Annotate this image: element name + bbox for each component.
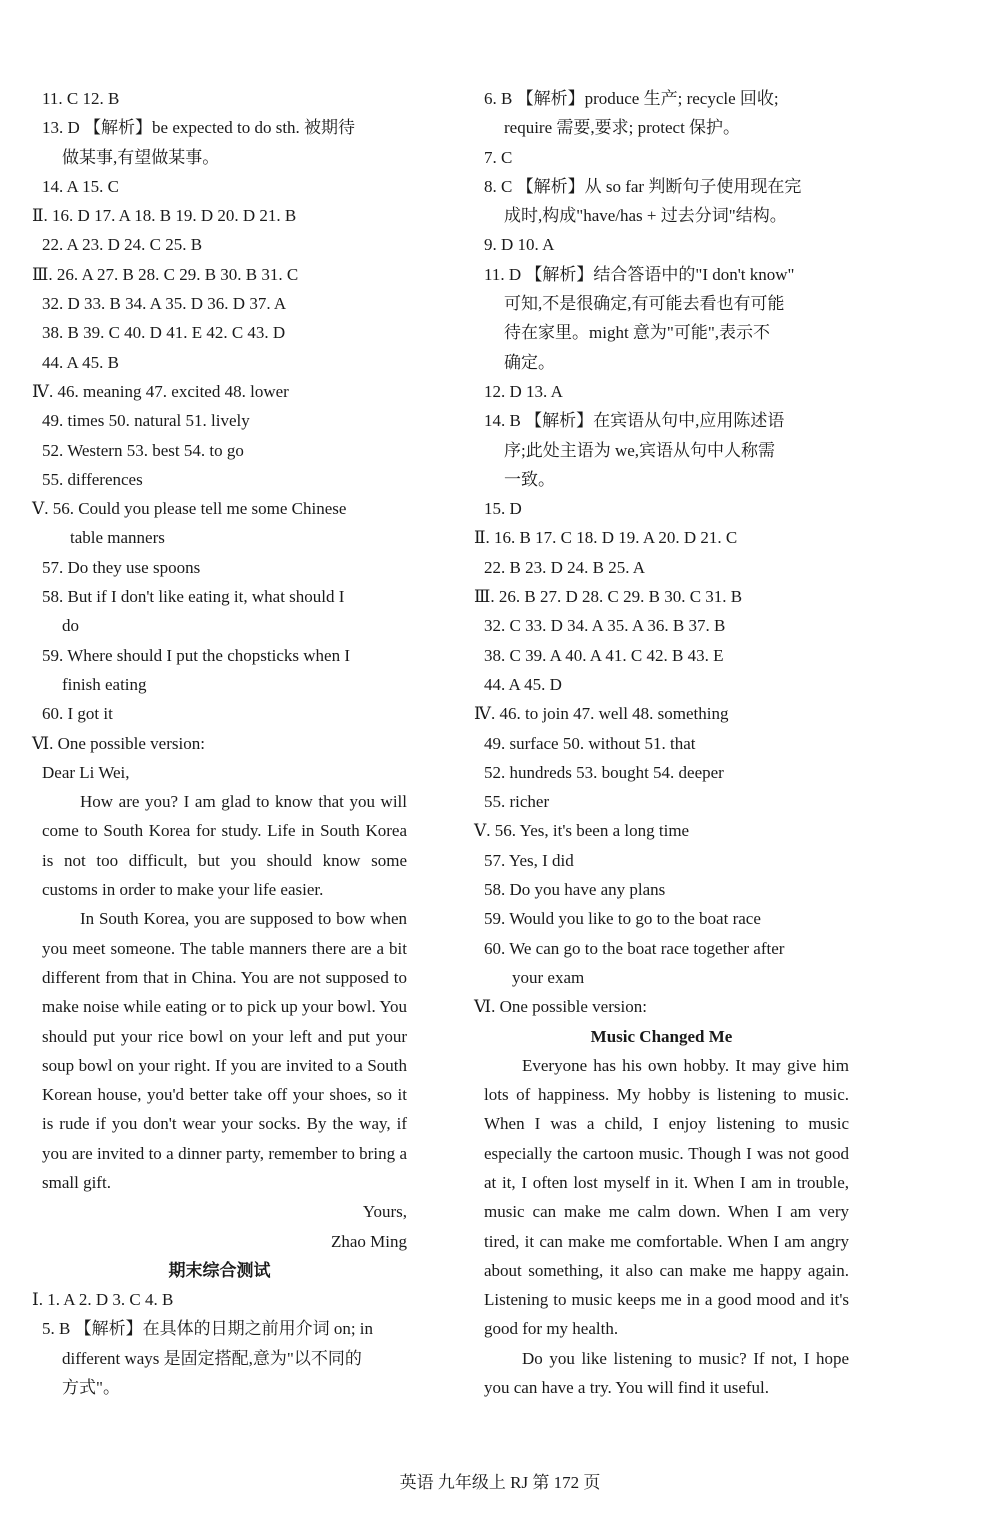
essay-paragraph: Do you like listening to music? If not, I hope you can have a try. You will find it useful.: [484, 1348, 849, 1398]
page-footer: 英语 九年级上 RJ 第 172 页: [399, 1473, 601, 1492]
answer-line: 49. surface 50. without 51. that: [484, 733, 696, 753]
answer-line: 44. A 45. D: [484, 674, 562, 694]
answer-line: 38. B 39. C 40. D 41. E 42. C 43. D: [42, 323, 286, 343]
right-column: [474, 84, 849, 1402]
answer-line: 6. B 【解析】produce 生产; recycle 回收;: [484, 89, 779, 108]
answer-line: 57. Yes, I did: [484, 850, 574, 870]
answer-line: 32. C 33. D 34. A 35. A 36. B 37. B: [484, 616, 726, 636]
answer-line: 59. Would you like to go to the boat race: [484, 909, 761, 929]
answer-line: 8. C 【解析】从 so far 判断句子使用现在完: [484, 176, 802, 196]
section-line: Ⅱ. 16. B 17. C 18. D 19. A 20. D 21. C: [474, 528, 738, 548]
answer-line: 55. differences: [42, 469, 143, 489]
left-column: [32, 84, 407, 1402]
section-line: Ⅱ. 16. D 17. A 18. B 19. D 20. D 21. B: [32, 206, 297, 226]
answer-line: 14. B 【解析】在宾语从句中,应用陈述语: [484, 411, 785, 431]
answer-line: 58. Do you have any plans: [484, 880, 666, 900]
answer-line: 22. B 23. D 24. B 25. A: [484, 557, 646, 577]
answer-line: 做某事,有望做某事。: [62, 147, 220, 167]
section-line: Ⅴ. 56. Could you please tell me some Chinese: [32, 499, 347, 519]
answer-line: 58. But if I don't like eating it, what should I: [42, 587, 345, 607]
section-line: Ⅳ. 46. meaning 47. excited 48. lower: [32, 381, 289, 401]
answer-line: 一致。: [504, 469, 555, 489]
essay-title: Music Changed Me: [590, 1026, 733, 1046]
answer-line: 待在家里。might 意为"可能",表示不: [504, 323, 771, 343]
answer-line: 49. times 50. natural 51. lively: [42, 411, 250, 431]
answer-line: 14. A 15. C: [42, 176, 119, 196]
letter-greeting: Dear Li Wei,: [42, 762, 130, 782]
answer-line: 12. D 13. A: [484, 381, 563, 401]
section-line: Ⅵ. One possible version:: [32, 733, 205, 753]
answer-line: do: [62, 616, 79, 636]
section-line: Ⅵ. One possible version:: [474, 997, 647, 1017]
answer-line: 60. We can go to the boat race together after: [484, 938, 785, 958]
letter-paragraph: How are you? I am glad to know that you will come to South Korea for study. Life in South Korea is not too difficult, but you should know some customs in order to make your life easier.: [42, 792, 407, 900]
answer-line: 57. Do they use spoons: [42, 557, 201, 577]
answer-line: 38. C 39. A 40. A 41. C 42. B 43. E: [484, 645, 724, 665]
section-line: Ⅴ. 56. Yes, it's been a long time: [474, 821, 690, 841]
answer-line: your exam: [512, 967, 585, 987]
letter-paragraph: In South Korea, you are supposed to bow when you meet someone. The table manners there are a bit different from that in China. You are not supposed to make noise while eating or to pick up your bowl. You should put your rice bowl on your left and put your soup bowl on your right. If you are invited to a South Korean house, you'd better take off your shoes, so it is rude if you don't wear your socks. By the way, if you are invited to a dinner party, remember to bring a small gift.: [42, 909, 407, 1192]
answer-line: 15. D: [484, 499, 522, 519]
answer-line: 9. D 10. A: [484, 235, 555, 255]
answer-line: 44. A 45. B: [42, 352, 119, 372]
answer-line: different ways 是固定搭配,意为"以不同的: [62, 1348, 362, 1368]
answer-line: 32. D 33. B 34. A 35. D 36. D 37. A: [42, 294, 287, 314]
answer-line: require 需要,要求; protect 保护。: [504, 118, 741, 138]
answer-line: 22. A 23. D 24. C 25. B: [42, 235, 203, 255]
essay-paragraph: Everyone has his own hobby. It may give him lots of happiness. My hobby is listening to music. When I was a child, I enjoy listening to music especially the cartoon music. Though I was not good at it, I often lost myself in it. When I am in trouble, music can make me calm down. When I am very tired, it can make me comfortable. When I am angry about something, it also can make me happy again. Listening to music keeps me in a good mood and it's good for my health.: [484, 1055, 849, 1339]
answer-line: finish eating: [62, 674, 147, 694]
answer-line: 方式"。: [62, 1378, 120, 1398]
answer-line: 可知,不是很确定,有可能去看也有可能: [504, 294, 785, 314]
letter-signature: Zhao Ming: [330, 1231, 407, 1251]
answer-line: 11. D 【解析】结合答语中的"I don't know": [484, 264, 795, 284]
answer-line: 60. I got it: [42, 704, 113, 724]
answer-line: table manners: [70, 528, 165, 548]
section-line: Ⅲ. 26. A 27. B 28. C 29. B 30. B 31. C: [32, 264, 299, 284]
answer-line: 13. D 【解析】be expected to do sth. 被期待: [42, 118, 356, 138]
answer-line: 7. C: [484, 147, 513, 167]
answer-line: 5. B 【解析】在具体的日期之前用介词 on; in: [42, 1319, 374, 1339]
answer-line: 11. C 12. B: [42, 89, 120, 108]
answer-line: 52. Western 53. best 54. to go: [42, 440, 244, 460]
answer-line: 确定。: [504, 352, 555, 372]
letter-closing: Yours,: [362, 1202, 407, 1222]
answer-line: 55. richer: [484, 792, 550, 812]
test-title: 期末综合测试: [168, 1260, 271, 1280]
section-line: Ⅰ. 1. A 2. D 3. C 4. B: [32, 1290, 174, 1310]
answer-line: 序;此处主语为 we,宾语从句中人称需: [504, 440, 776, 460]
section-line: Ⅳ. 46. to join 47. well 48. something: [474, 704, 729, 724]
answer-line: 52. hundreds 53. bought 54. deeper: [484, 762, 724, 782]
answer-line: 59. Where should I put the chopsticks when I: [42, 645, 350, 665]
answer-line: 成时,构成"have/has + 过去分词"结构。: [504, 206, 787, 226]
section-line: Ⅲ. 26. B 27. D 28. C 29. B 30. C 31. B: [474, 587, 743, 607]
